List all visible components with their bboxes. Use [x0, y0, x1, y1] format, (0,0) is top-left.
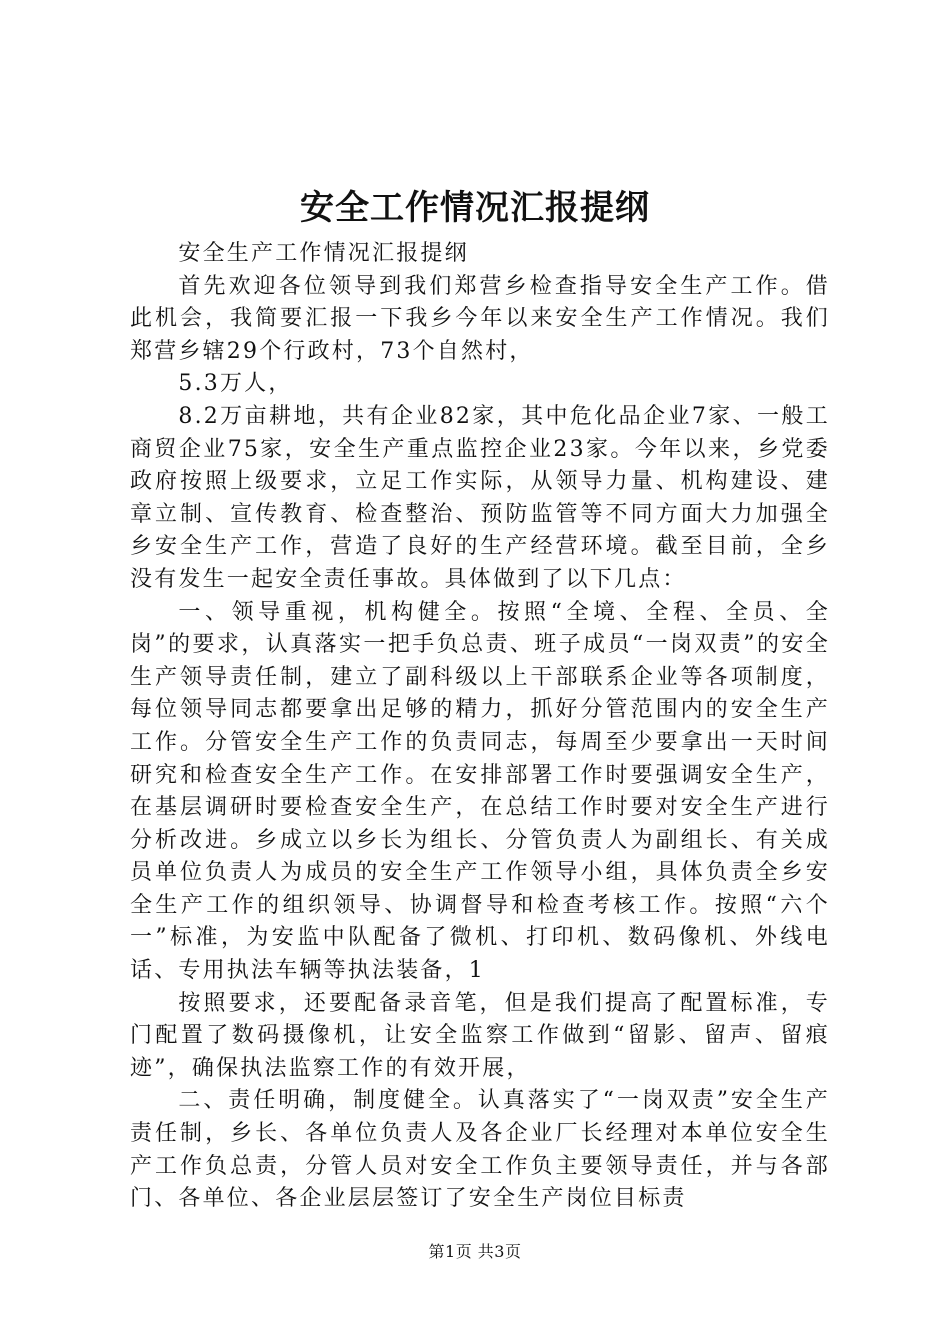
paragraph-intro: 首先欢迎各位领导到我们郑营乡检查指导安全生产工作。借此机会，我简要汇报一下我乡今年以来安全生产工作情况。我们郑营乡辖29个行政村，73个自然村，	[130, 273, 830, 364]
paragraph-subtitle: 安全生产工作情况汇报提纲	[178, 241, 469, 266]
paragraph-section-two: 二、责任明确，制度健全。认真落实了“一岗双责”安全生产责任制，乡长、各单位负责人及各企业厂长经理对本单位安全生产工作负总责，分管人员对安全工作负主要领导责任，并与各部门、各单位、各企业层层签订了安全生产岗位目标责	[130, 1088, 830, 1212]
paragraph-overview: 8.2万亩耕地，共有企业82家，其中危化品企业7家、一般工商贸企业75家，安全生产重点监控企业23家。今年以来，乡党委政府按照上级要求，立足工作实际，从领导力量、机构建设、建章立制、宣传教育、检查整治、预防监管等不同方面大力加强全乡安全生产工作，营造了良好的生产经营环境。截至目前，全乡没有发生一起安全责任事故。具体做到了以下几点：	[130, 403, 830, 592]
document-title: 安全工作情况汇报提纲	[300, 188, 650, 228]
paragraph-section-one: 一、领导重视，机构健全。按照“全境、全程、全员、全岗”的要求，认真落实一把手负总责、班子成员“一岗双责”的安全生产领导责任制，建立了副科级以上干部联系企业等各项制度，每位领导同志都要拿出足够的精力，抓好分管范围内的安全生产工作。分管安全生产工作的负责同志，每周至少要拿出一天时间研究和检查安全生产工作。在安排部署工作时要强调安全生产，在基层调研时要检查安全生产，在总结工作时要对安全生产进行分析改进。乡成立以乡长为组长、分管负责人为副组长、有关成员单位负责人为成员的安全生产工作领导小组，具体负责全乡安全生产工作的组织领导、协调督导和检查考核工作。按照“六个一”标准，为安监中队配备了微机、打印机、数码像机、外线电话、专用执法车辆等执法装备，1	[130, 599, 830, 984]
document-body	[130, 238, 830, 1216]
paragraph-population: 5.3万人，	[178, 371, 293, 397]
page-number-footer: 第1页 共3页	[428, 1242, 522, 1261]
paragraph-equipment: 按照要求，还要配备录音笔，但是我们提高了配置标准，专门配置了数码摄像机，让安全监察工作做到“留影、留声、留痕迹”，确保执法监察工作的有效开展，	[130, 990, 830, 1081]
